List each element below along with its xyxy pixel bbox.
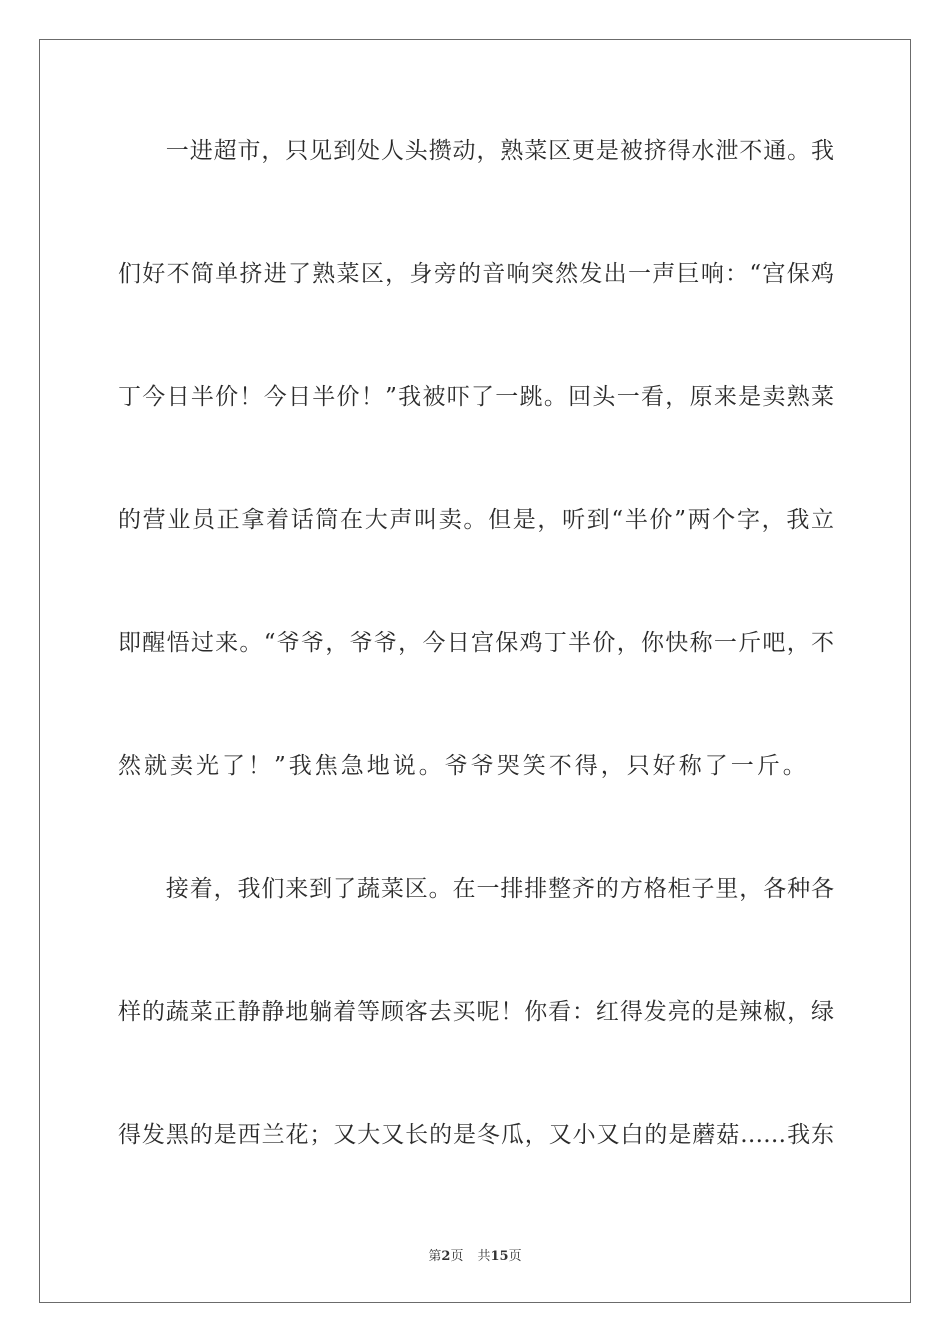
text-line-5: 即醒悟过来。“爷爷，爷爷，今日宫保鸡丁半价，你快称一斤吧，不 [118,630,834,656]
page-border [39,39,911,1303]
text-line-6: 然就卖光了！”我焦急地说。爷爷哭笑不得，只好称了一斤。 [118,753,809,779]
text-line-4: 的营业员正拿着话筒在大声叫卖。但是，听到“半价”两个字，我立 [118,507,834,533]
text-line-1: 一进超市，只见到处人头攒动，熟菜区更是被挤得水泄不通。我 [118,138,834,164]
page-number: 2 [441,1249,451,1264]
text-line-9: 得发黑的是西兰花；又大又长的是冬瓜，又小又白的是蘑菇……我东 [118,1122,834,1148]
total-prefix: 共 [477,1249,491,1264]
page-footer [0,1248,950,1266]
total-suffix: 页 [508,1249,522,1264]
page-prefix: 第 [428,1249,442,1264]
text-line-2: 们好不简单挤进了熟菜区，身旁的音响突然发出一声巨响：“宫保鸡 [118,261,834,287]
text-line-3: 丁今日半价！今日半价！”我被吓了一跳。回头一看，原来是卖熟菜 [118,384,834,410]
text-line-7: 接着，我们来到了蔬菜区。在一排排整齐的方格柜子里，各种各 [118,876,834,902]
total-pages: 15 [490,1249,509,1264]
text-line-8: 样的蔬菜正静静地躺着等顾客去买呢！你看：红得发亮的是辣椒，绿 [118,999,834,1025]
page-suffix: 页 [450,1249,464,1264]
